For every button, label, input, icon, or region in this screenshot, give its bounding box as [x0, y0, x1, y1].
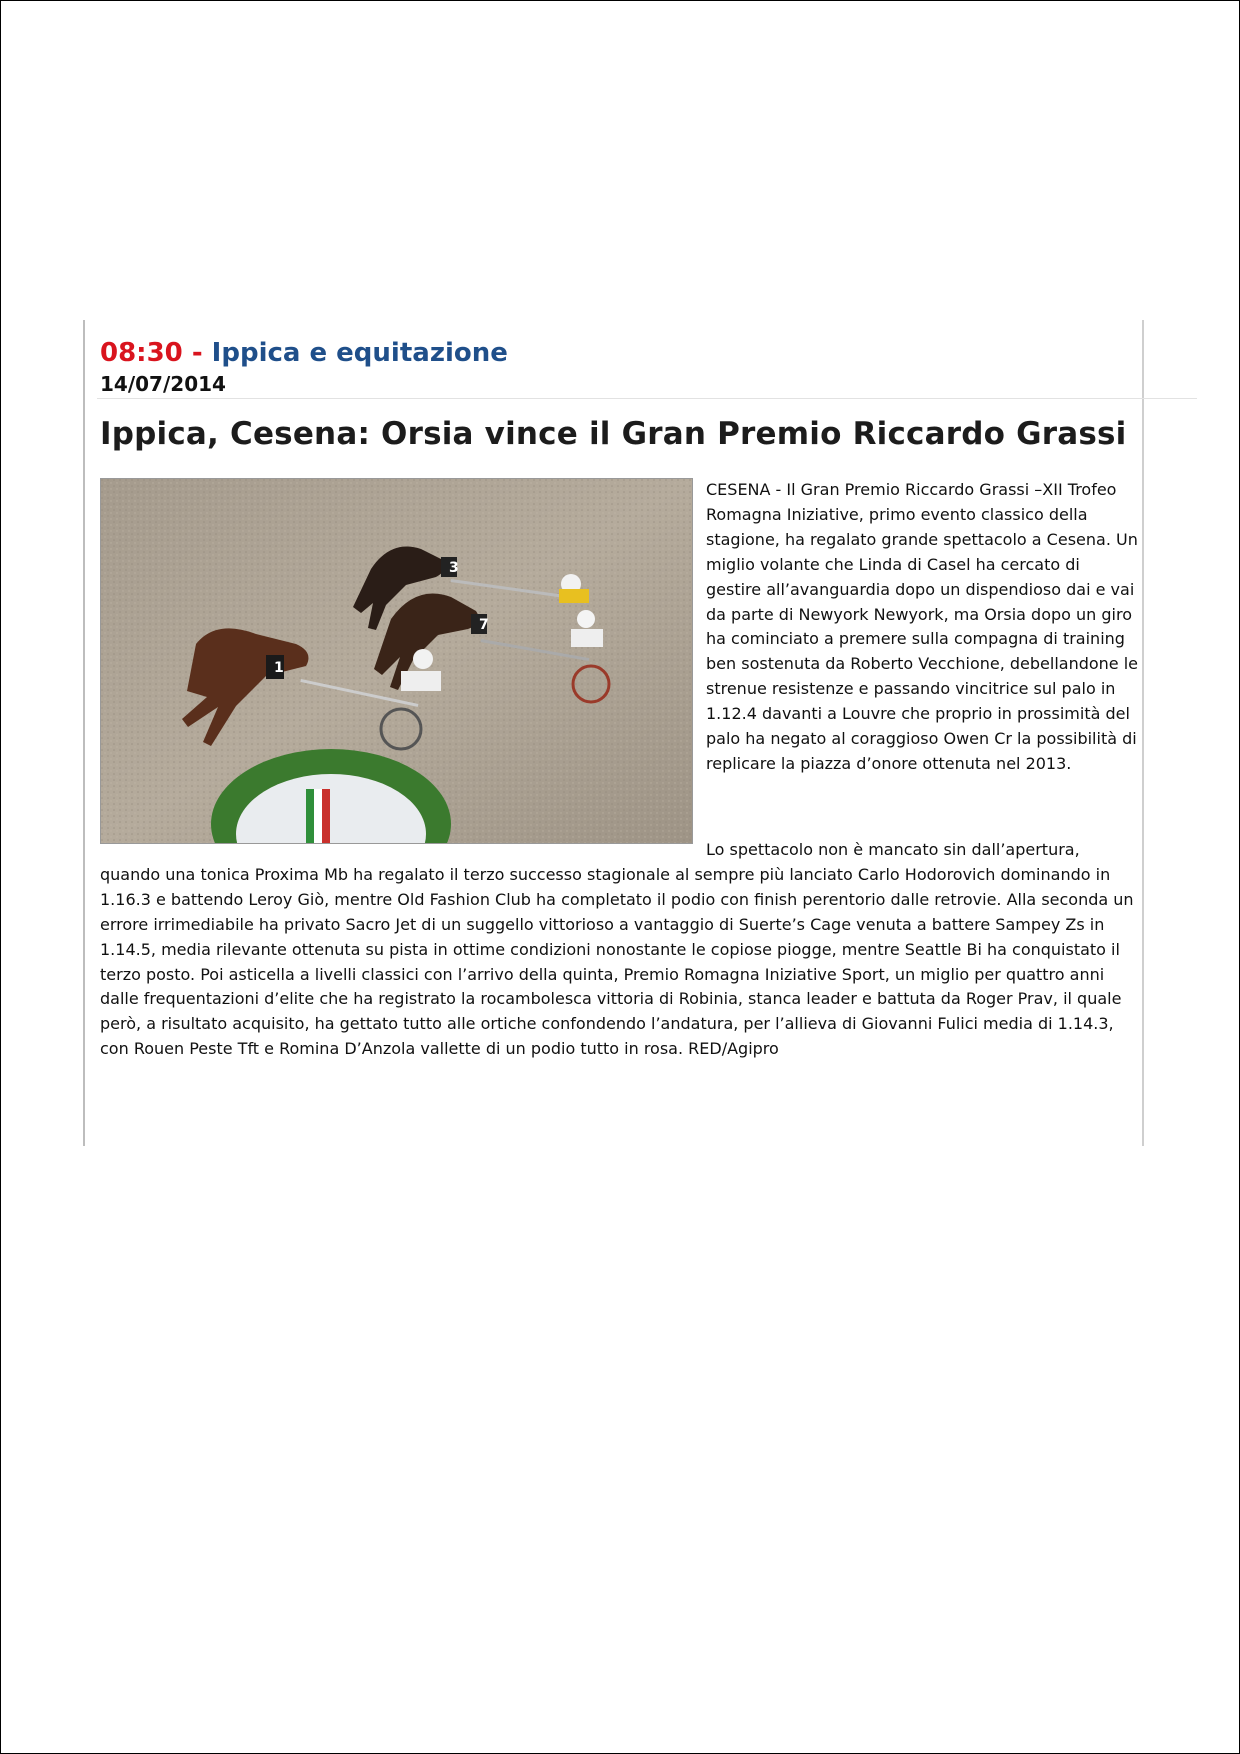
- article-photo[interactable]: [100, 478, 693, 844]
- article-headline: Ippica, Cesena: Orsia vince il Gran Premio Riccardo Grassi: [100, 416, 1127, 452]
- lead-paragraph: [706, 478, 1139, 777]
- article-meta: [100, 338, 508, 368]
- article-date: 14/07/2014: [100, 372, 226, 396]
- article-category-link[interactable]: Ippica e equitazione: [211, 338, 508, 368]
- news-article: [83, 320, 1144, 1146]
- meta-separator: -: [182, 338, 212, 368]
- bib-number-3: 3: [449, 560, 459, 576]
- bib-number-1: 1: [274, 660, 284, 676]
- header-divider: [97, 398, 1197, 399]
- bib-number-7: 7: [479, 617, 489, 633]
- second-paragraph-text: Lo spettacolo non è mancato sin dall’apertura, quando una tonica Proxima Mb ha regalato il terzo successo stagionale al sempre più lanciato Carlo Hodorovich dominando in 1.16.3 e battendo Leroy Giò, mentre Old Fashion Club ha completato il podio con finish perentorio dalle retrovie. Alla seconda un errore irrimediabile ha privato Sacro Jet di un suggello vittorioso a vantaggio di Suerte’s Cage venuta a battere Sampey Zs in 1.14.5, media rilevante ottenuta su pista in ottime condizioni nonostante le copiose piogge, mentre Seattle Bi ha conquistato il terzo posto. Poi asticella a livelli classici con l’arrivo della quinta, Premio Romagna Iniziative Sport, un miglio per quattro anni dalle frequentazioni d’elite che ha registrato la rocambolesca vittoria di Robinia, stanca leader e battuta da Roger Prav, il quale però, a risultato acquisito, ha gettato tutto alle ortiche confondendo l’andatura, per l’allieva di Giovanni Fulici media di 1.14.3, con Rouen Peste Tft e Romina D’Anzola vallette di un podio tutto in rosa. RED/Agipro: [100, 840, 1134, 1059]
- article-time: 08:30: [100, 338, 183, 368]
- second-paragraph: [100, 838, 1135, 1062]
- lead-paragraph-text: CESENA - Il Gran Premio Riccardo Grassi –XII Trofeo Romagna Iniziative, primo evento classico della stagione, ha regalato grande spettacolo a Cesena. Un miglio volante che Linda di Casel ha cercato di gestire all’avanguardia dopo un dispendioso dai e vai da parte di Newyork Newyork, ma Orsia dopo un giro ha cominciato a premere sulla compagna di training ben sostenuta da Roberto Vecchione, debellandone le strenue resistenze e passando vincitrice sul palo in 1.12.4 davanti a Louvre che proprio in prossimità del palo ha negato al coraggioso Owen Cr la possibilità di replicare la piazza d’onore ottenuta nel 2013.: [706, 480, 1139, 773]
